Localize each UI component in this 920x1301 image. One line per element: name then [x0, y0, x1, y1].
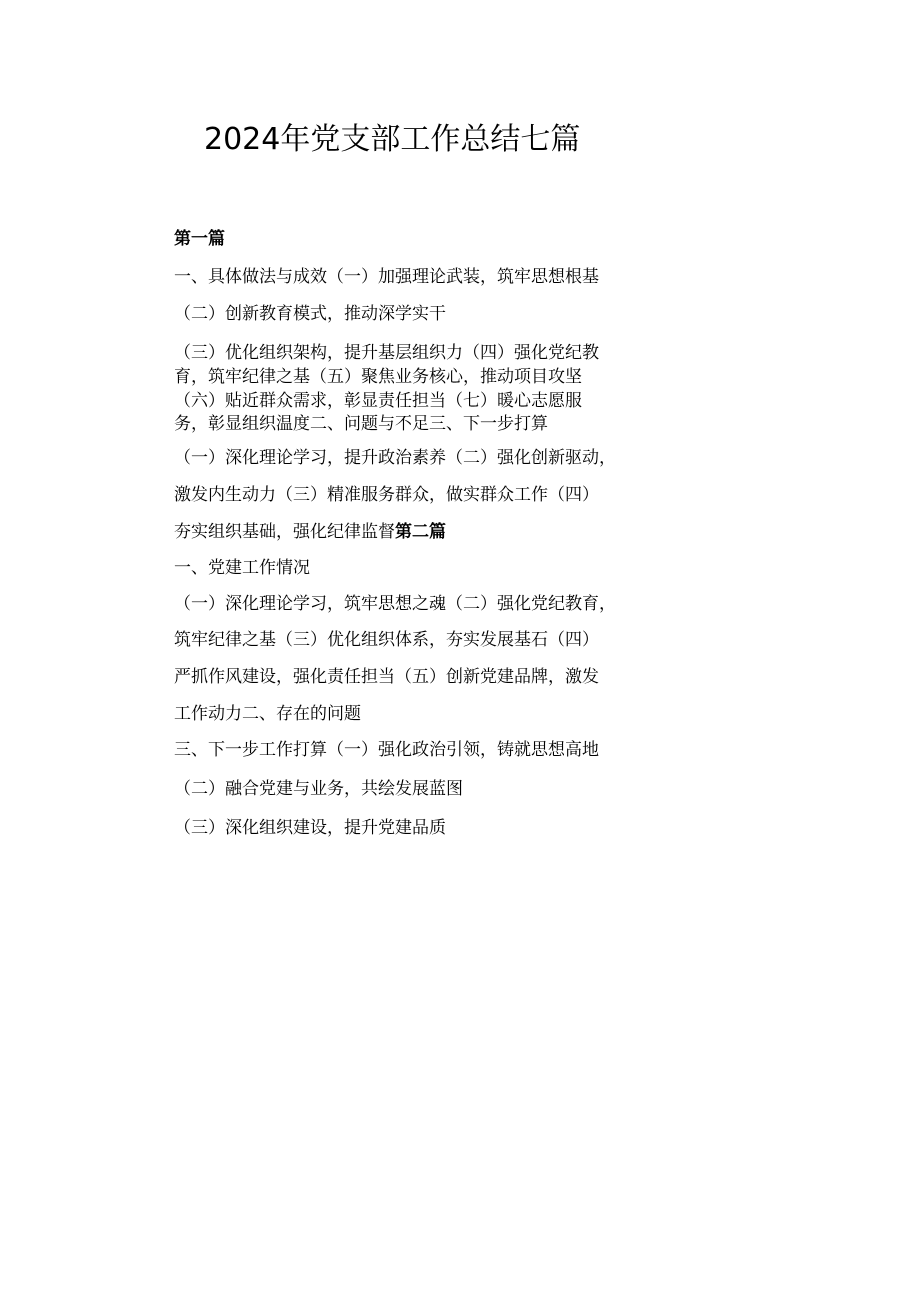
section-heading-2: 第二篇: [395, 522, 446, 542]
text-line: （二）融合党建与业务，共绘发展蓝图: [174, 779, 463, 799]
text-line: 严抓作风建设，强化责任担当（五）创新党建品牌，激发: [174, 667, 599, 687]
text-line: 一、具体做法与成效（一）加强理论武装，筑牢思想根基: [174, 267, 599, 287]
text-line: 一、党建工作情况: [174, 558, 310, 578]
text-line: （二）创新教育模式，推动深学实干: [174, 304, 446, 324]
document-title: 2024年党支部工作总结七篇: [204, 122, 581, 157]
text-line: 三、下一步工作打算（一）强化政治引领，铸就思想高地: [174, 740, 599, 760]
text-line: [174, 522, 446, 542]
text-line: 工作动力二、存在的问题: [174, 704, 361, 724]
text-line: （六）贴近群众需求，彰显责任担当（七）暖心志愿服: [174, 391, 582, 411]
section-heading-1: 第一篇: [174, 229, 225, 249]
text-line-body: 夯实组织基础，强化纪律监督: [174, 522, 395, 542]
text-line: 务，彰显组织温度二、问题与不足三、下一步打算: [174, 414, 548, 434]
text-line: 激发内生动力（三）精准服务群众，做实群众工作（四）: [174, 485, 599, 505]
text-line: （三）优化组织架构，提升基层组织力（四）强化党纪教: [174, 343, 599, 363]
text-line: （一）深化理论学习，筑牢思想之魂（二）强化党纪教育，: [174, 594, 616, 614]
text-line: （一）深化理论学习，提升政治素养（二）强化创新驱动，: [174, 448, 616, 468]
text-line: 育，筑牢纪律之基（五）聚焦业务核心，推动项目攻坚: [174, 367, 582, 387]
text-line: （三）深化组织建设，提升党建品质: [174, 818, 446, 838]
text-line: 筑牢纪律之基（三）优化组织体系，夯实发展基石（四）: [174, 630, 599, 650]
